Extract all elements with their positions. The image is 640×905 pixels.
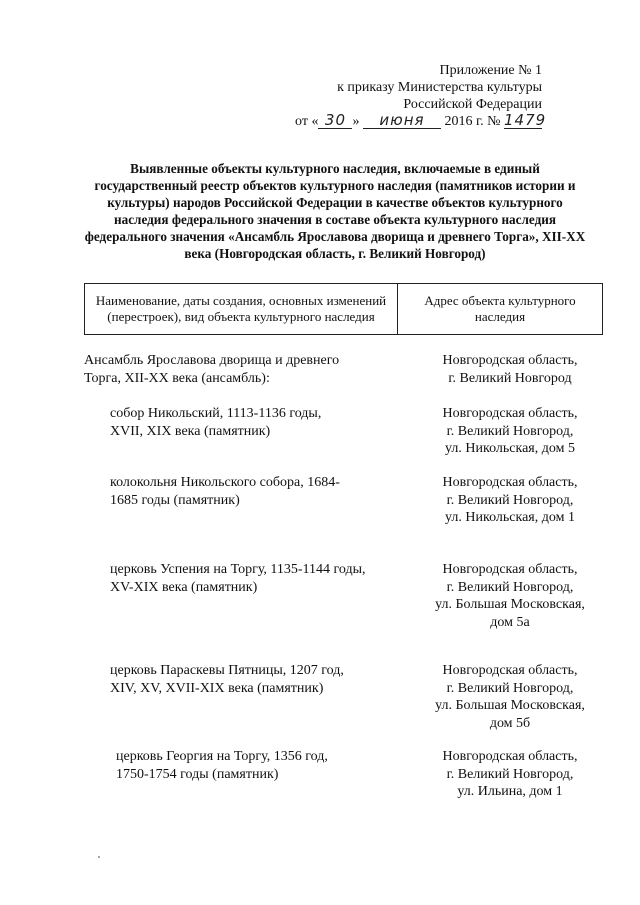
appendix-date-line bbox=[295, 111, 547, 130]
entry-name: церковь Георгия на Торгу, 1356 год, 1750-1754 годы (памятник) bbox=[116, 749, 328, 782]
handwritten-number: 1479 bbox=[504, 111, 547, 129]
header-address-column: Адрес объекта культурного наследия bbox=[424, 293, 576, 324]
entry-address: Новгородская область, г. Великий Новгород, ул. Никольская, дом 5 bbox=[442, 406, 578, 456]
entry-name: Ансамбль Ярославова дворища и древнего Торга, XII-XX века (ансамбль): bbox=[84, 353, 340, 386]
appendix-ministry-line: Российской Федерации bbox=[403, 97, 542, 112]
document-title: Выявленные объекты культурного наследия, включаемые в единый государственный реестр объектов культурного наследия (памятников истории и культуры) народов Российской Федерации в качестве объектов культурного наследия федерального значения в составе объекта культурного наследия федерального значения «Ансамбль Ярославова дворища и древнего Торга», XII-XX века (Новгородская область, г. Великий Новгород) bbox=[84, 161, 586, 261]
appendix-title: Приложение № 1 bbox=[439, 63, 542, 78]
date-prefix: от « bbox=[295, 114, 319, 129]
scan-speck bbox=[98, 856, 100, 858]
entry-address: Новгородская область, г. Великий Новгород bbox=[442, 353, 578, 386]
entry-name: церковь Успения на Торгу, 1135-1144 годы, XV-XIX века (памятник) bbox=[110, 562, 366, 595]
entry-address: Новгородская область, г. Великий Новгород, ул. Ильина, дом 1 bbox=[442, 749, 578, 799]
appendix-block bbox=[295, 62, 547, 130]
entry-name: колокольня Никольского собора, 1684- 1685 годы (памятник) bbox=[110, 475, 340, 508]
entry-name: собор Никольский, 1113-1136 годы, XVII, XIX века (памятник) bbox=[110, 406, 322, 439]
entry-address: Новгородская область, г. Великий Новгород, ул. Большая Московская, дом 5а bbox=[435, 562, 585, 630]
table-header bbox=[84, 283, 603, 335]
entry-name: церковь Параскевы Пятницы, 1207 год, XIV, XV, XVII-XIX века (памятник) bbox=[110, 663, 344, 696]
appendix-order-line: к приказу Министерства культуры bbox=[337, 80, 542, 95]
entry-address: Новгородская область, г. Великий Новгород, ул. Никольская, дом 1 bbox=[442, 475, 578, 525]
handwritten-day: 30 bbox=[318, 113, 352, 129]
header-name-column: Наименование, даты создания, основных изменений (перестроек), вид объекта культурного наследия bbox=[85, 284, 398, 334]
entry-address: Новгородская область, г. Великий Новгород, ул. Большая Московская, дом 5б bbox=[435, 663, 585, 731]
date-year: 2016 г. № bbox=[444, 114, 501, 129]
handwritten-month: июня bbox=[363, 113, 441, 129]
date-mid: » bbox=[352, 114, 360, 129]
